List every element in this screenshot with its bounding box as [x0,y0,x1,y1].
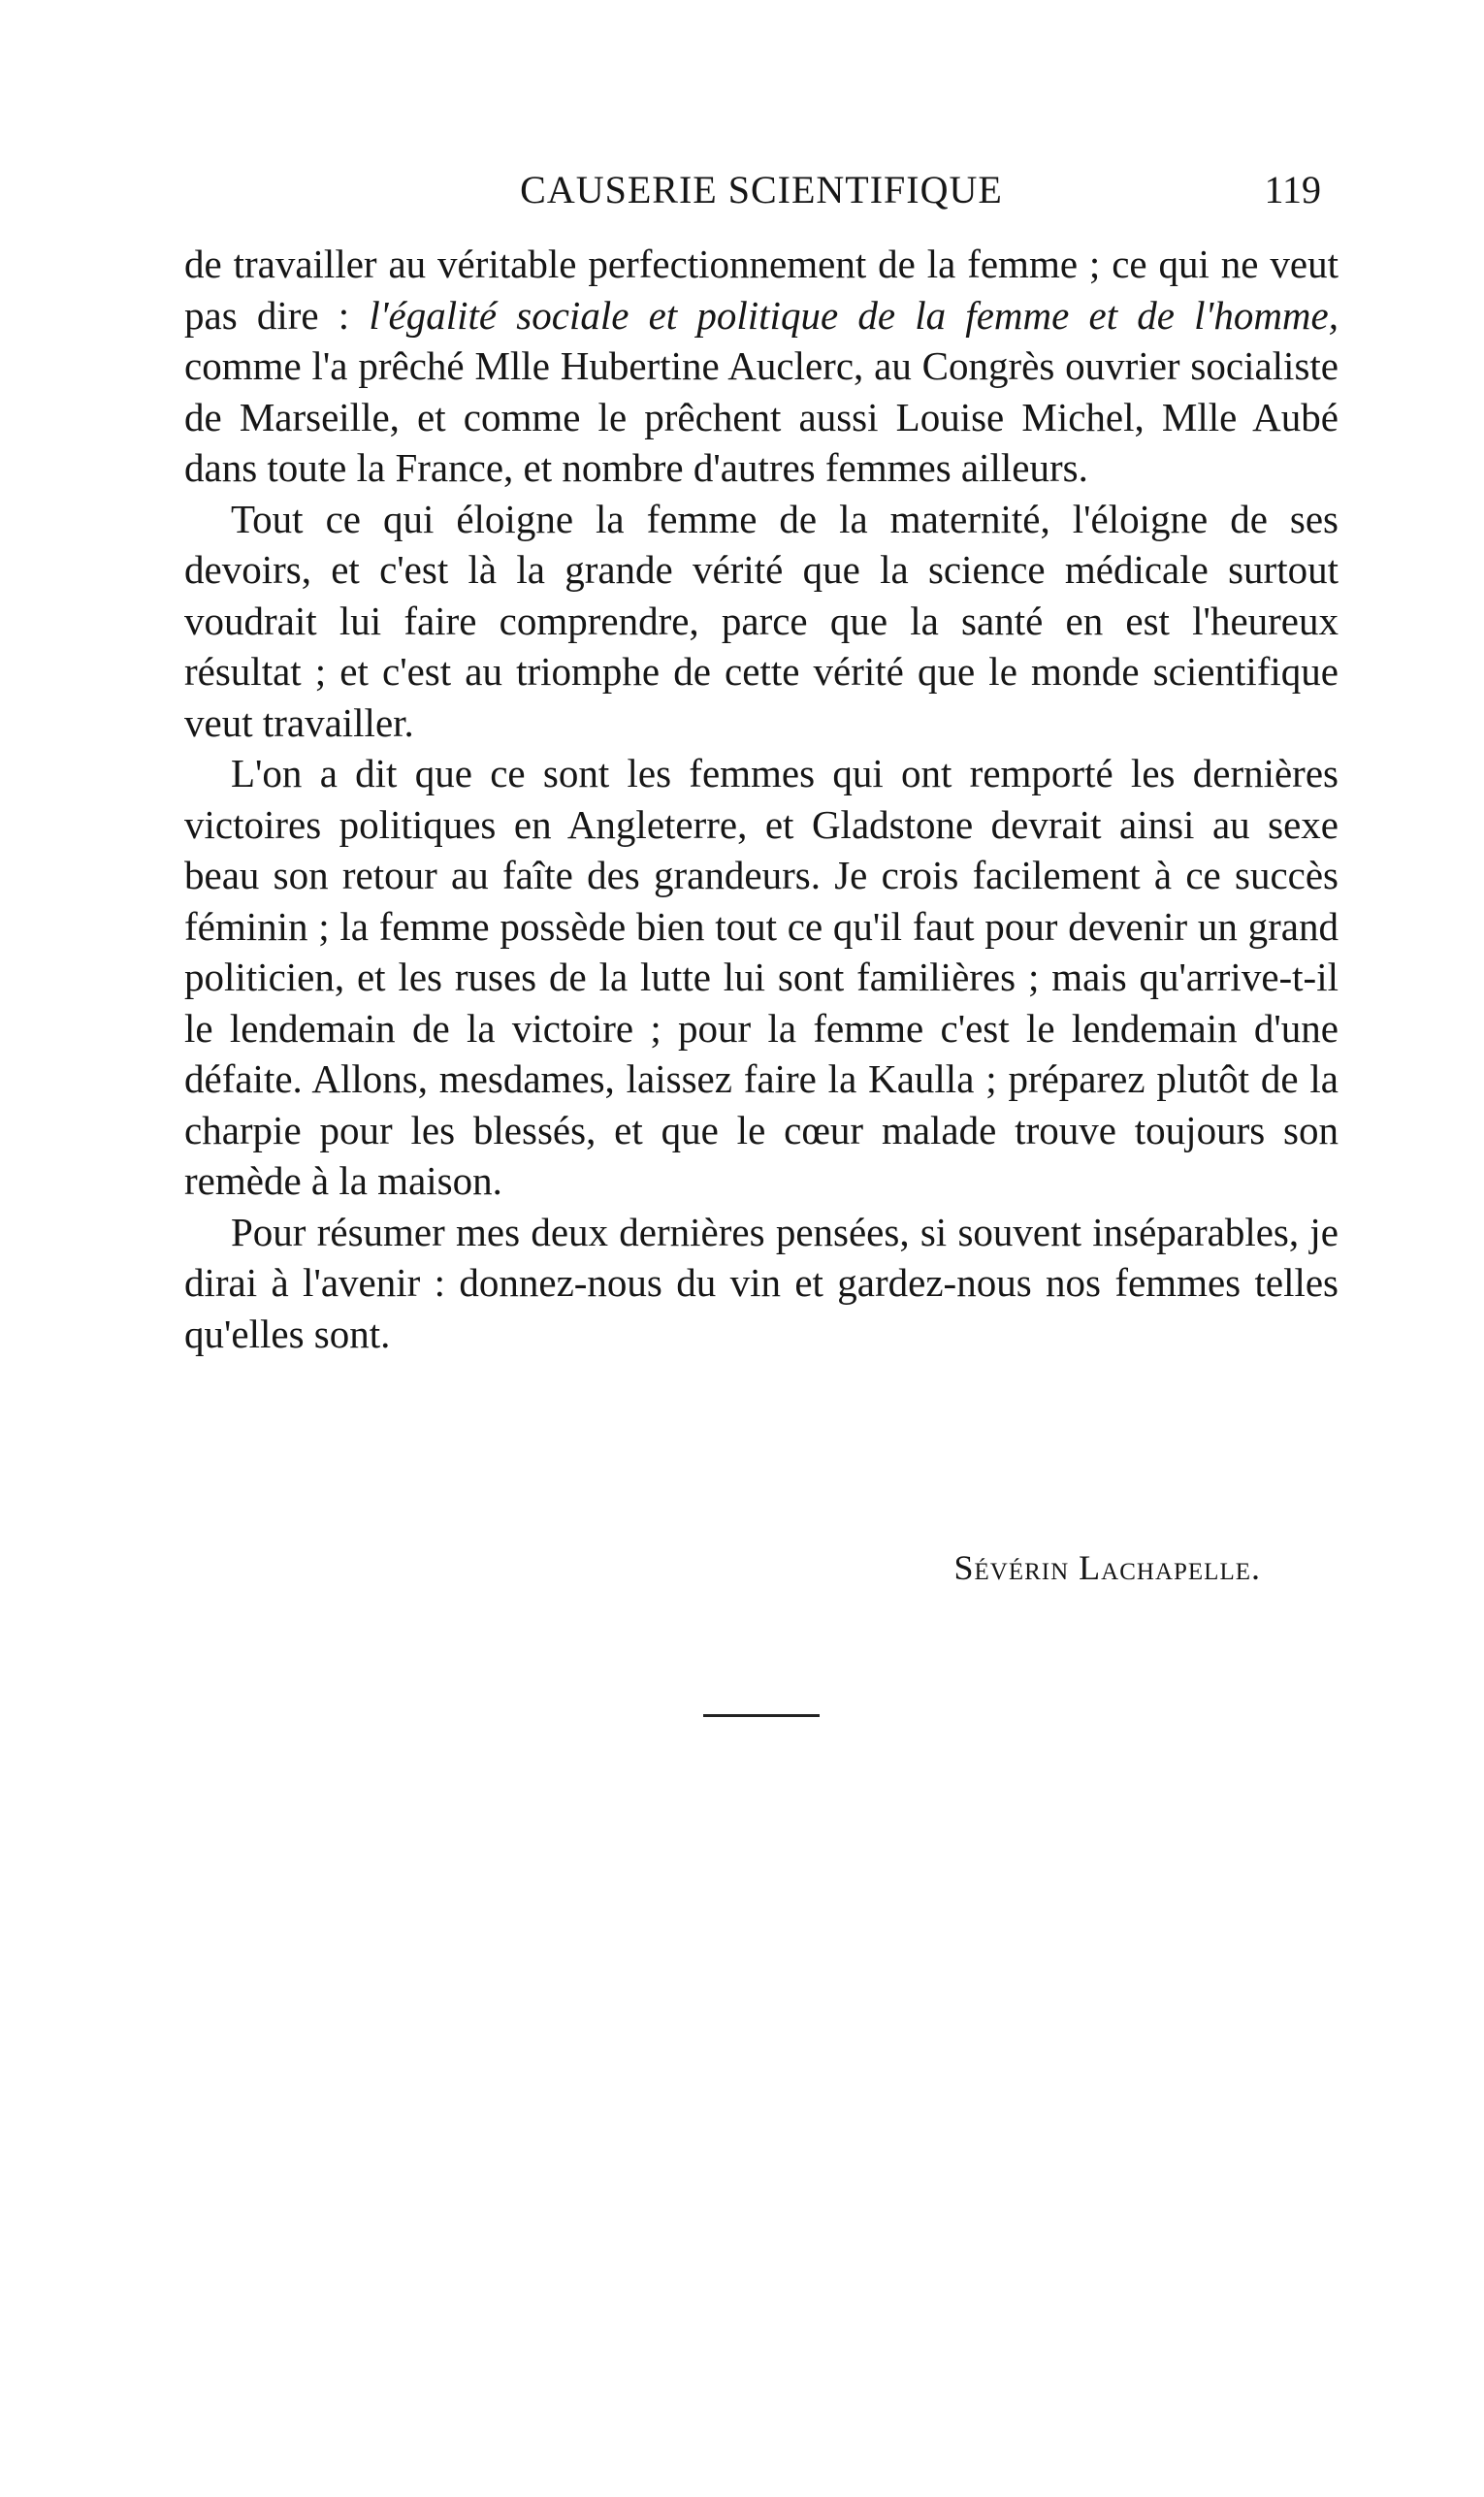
paragraph-2: Tout ce qui éloigne la femme de la maternité, l'éloigne de ses devoirs, et c'est là la grande vérité que la science médicale surtout voudrait lui faire comprendre, parce que la santé en est l'heureux résultat ; et c'est au triomphe de cette vérité que le monde scientifique veut travailler. [184,496,1339,745]
paragraph-4: Pour résumer mes deux dernières pensées, si souvent inséparables, je dirai à l'avenir : donnez-nous du vin et gardez-nous nos femmes telles qu'elles sont. [184,1209,1339,1356]
page-header [184,167,1339,225]
body-text [184,239,1339,1359]
running-title: CAUSERIE SCIENTIFIQUE [520,168,1003,211]
page-number: 119 [1264,168,1321,211]
author-signature: Sévérin Lachapelle. [953,1548,1261,1587]
paragraph-3: L'on a dit que ce sont les femmes qui ont remporté les dernières victoires politiques en Angleterre, et Gladstone devrait ainsi au sexe beau son retour au faîte des grandeurs. Je crois facilement à ce succès féminin ; la femme possède bien tout ce qu'il faut pour devenir un grand politicien, et les ruses de la lutte lui sont familières ; mais qu'arrive-t-il le lendemain de la victoire ; pour la femme c'est le lendemain d'une défaite. Allons, mesdames, laissez faire la Kaulla ; préparez plutôt de la charpie pour les blessés, et que le cœur malade trouve toujours son remède à la maison. [184,751,1339,1203]
paragraph-1 [184,239,1339,494]
end-rule [703,1714,820,1717]
paragraph-1-end: comme l'a prêché Mlle Hubertine Auclerc, au Congrès ouvrier socialiste de Marseille, et comme le prêchent aussi Louise Michel, Mlle Aubé dans toute la France, et nombre d'autres femmes ailleurs. [184,343,1339,490]
paragraph-1-start: de travailler au véritable perfectionnement de la femme ; ce qui ne veut pas dire : [184,242,1339,338]
paragraph-1-italic: l'égalité sociale et politique de la femme et de l'homme, [369,292,1339,338]
